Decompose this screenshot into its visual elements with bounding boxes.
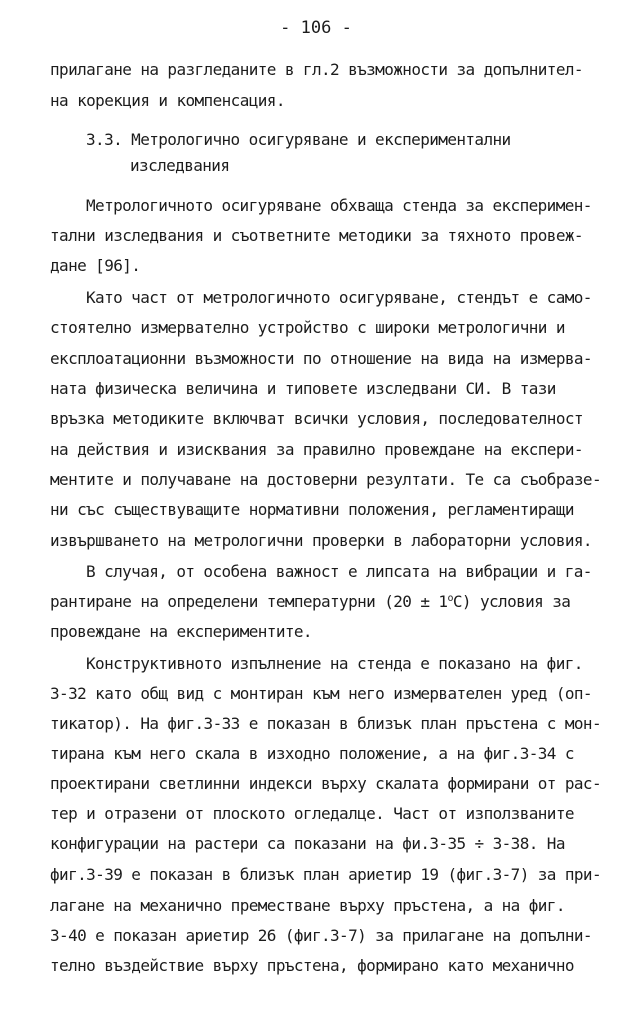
text-line: провеждане на експериментите. xyxy=(50,622,312,641)
section-heading: 3.3. Метрологично осигуряване и експериментални xyxy=(86,130,511,149)
degree-superscript: o xyxy=(447,593,453,604)
text-line: прилагане на разгледаните в гл.2 възможности за допълнител- xyxy=(50,60,583,79)
text-line: тикатор). На фиг.3-33 е показан в близък план пръстена с мон- xyxy=(50,714,602,733)
text-line: 3-40 е показан ариетир 26 (фиг.3-7) за прилагане на допълни- xyxy=(50,926,592,945)
text-line: тални изследвания и съответните методики за тяхното провеж- xyxy=(50,226,583,245)
text-segment: C) условия за xyxy=(452,592,571,611)
text-line: телно въздействие върху пръстена, формирано като механично xyxy=(50,956,574,975)
text-line: лагане на механично преместване върху пръстена, а на фиг. xyxy=(50,896,565,915)
section-heading-cont: изследвания xyxy=(130,156,230,175)
text-line: тирана към него скала в изходно положение, а на фиг.3-34 с xyxy=(50,744,574,763)
text-segment: рантиране на определени температурни (20 ± 1 xyxy=(50,592,448,611)
text-line: Конструктивното изпълнение на стенда е показано на фиг. xyxy=(86,654,583,673)
text-line: ни със съществуващите нормативни положения, регламентиращи xyxy=(50,500,574,519)
text-line: 3-32 като общ вид с монтиран към него измервателен уред (оп- xyxy=(50,684,592,703)
text-line: ната физическа величина и типовете изследвани СИ. В тази xyxy=(50,379,556,398)
text-line: В случая, от особена важност е липсата на вибрации и га- xyxy=(86,562,592,581)
text-line: на корекция и компенсация. xyxy=(50,91,285,110)
text-line: експлоатационни възможности по отношение на вида на измерва- xyxy=(50,349,592,368)
text-line: извършването на метрологични проверки в лабораторни условия. xyxy=(50,531,592,550)
text-line: Метрологичното осигуряване обхваща стенда за експеримен- xyxy=(86,196,592,215)
text-line: ментите и получаване на достоверни резултати. Те са съобразе- xyxy=(50,470,602,489)
text-line: конфигурации на растери са показани на фи.3-35 ÷ 3-38. На xyxy=(50,834,565,853)
text-line: проектирани светлинни индекси върху скалата формирани от рас- xyxy=(50,774,602,793)
text-line: стоятелно измервателно устройство с широки метрологични и xyxy=(50,318,565,337)
text-line: връзка методиките включват всички условия, последователност xyxy=(50,409,583,428)
text-line: дане [96]. xyxy=(50,256,141,275)
text-line xyxy=(50,592,570,612)
text-line: фиг.3-39 е показан в близък план ариетир 19 (фиг.3-7) за при- xyxy=(50,865,602,884)
text-line: на действия и изисквания за правилно провеждане на експери- xyxy=(50,440,583,459)
text-line: тер и отразени от плоското огледалце. Част от използваните xyxy=(50,804,574,823)
text-line: Като част от метрологичното осигуряване, стендът е само- xyxy=(86,288,592,307)
page-number: - 106 - xyxy=(280,18,352,38)
